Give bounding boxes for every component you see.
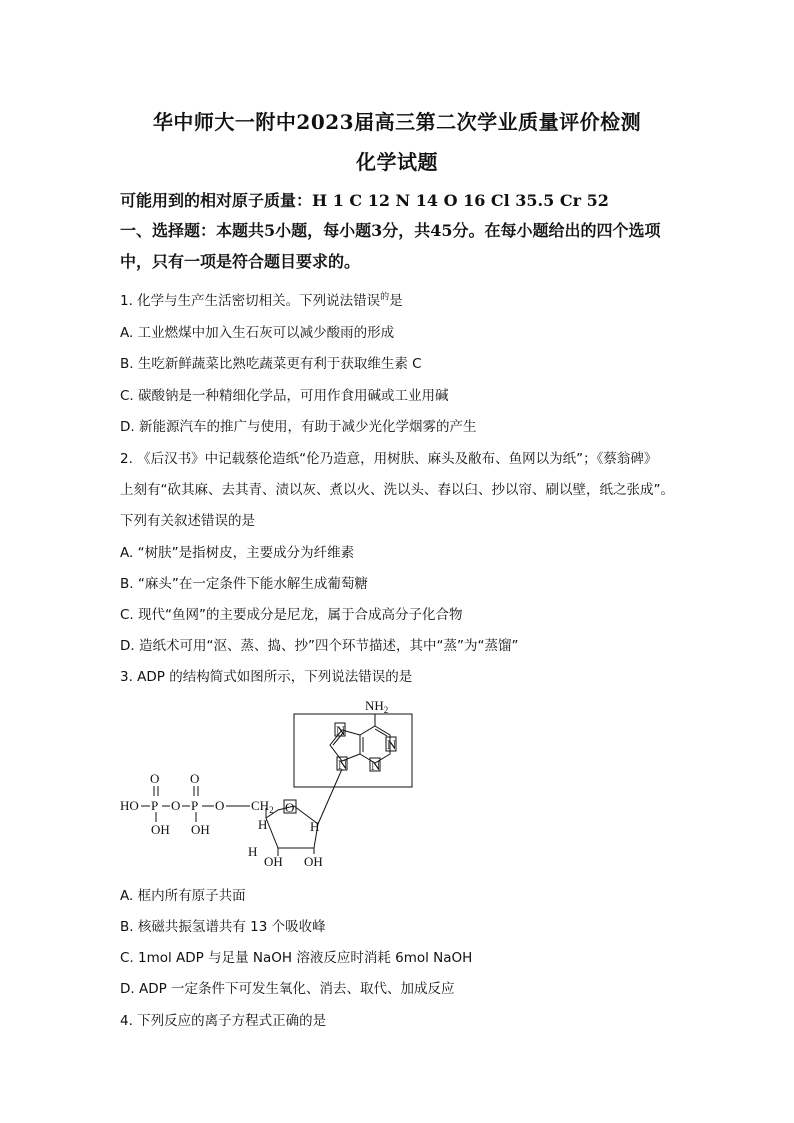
label-nh2: $NH_2$ [365,698,389,715]
adp-structure-diagram [118,698,418,876]
bond-n-ribose [318,769,342,824]
question-4-stem: 4. 下列反应的离子方程式正确的是 [120,1013,327,1029]
question-2-option-d: D. 造纸术可用“沤、蒸、捣、抄”四个环节描述，其中“蒸”为“蒸馏” [120,638,519,654]
label-o-p1: O [150,771,160,786]
label-o-p2: O [190,771,200,786]
question-3-option-b: B. 核磁共振氢谱共有 13 个吸收峰 [120,919,326,935]
section-heading-line1: 一、选择题：本题共5小题，每小题3分，共45分。在每小题给出的四个选项 [120,221,661,240]
label-oh-p2: OH [191,822,210,837]
question-2-stem-line1: 2. 《后汉书》中记载蔡伦造纸“伦乃造意，用树肤、麻头及敝布、鱼网以为纸”；《蔡翁碑》 [120,451,658,467]
label-o-bridge: O [171,798,181,813]
question-3-option-c: C. 1mol ADP 与足量 NaOH 溶液反应时消耗 6mol NaOH [120,950,473,966]
label-n-1: N [387,737,397,752]
question-2-stem-line3: 下列有关叙述错误的是 [120,513,255,529]
question-1-stem-b: 是 [389,293,403,309]
question-2-option-a: A. “树肤”是指树皮，主要成分为纤维素 [120,545,355,561]
label-p-1: P [151,798,159,813]
subject-title: 化学试题 [356,150,438,174]
question-1-stem-sup: 的 [380,292,390,303]
label-h-2: H [310,819,320,834]
label-o-ester: O [215,798,225,813]
question-1-stem [120,289,680,309]
label-n-4: N [338,757,348,772]
atomic-masses: 可能用到的相对原子质量：H 1 C 12 N 14 O 16 Cl 35.5 Cr 52 [120,191,609,210]
label-oh-ribose-2: OH [304,854,323,869]
question-3-stem: 3. ADP 的结构简式如图所示，下列说法错误的是 [120,669,413,685]
question-1-stem-a: 1. 化学与生产生活密切相关。下列说法错误 [120,293,381,309]
question-2-option-b: B. “麻头”在一定条件下能水解生成葡萄糖 [120,576,368,592]
question-1-option-a: A. 工业燃煤中加入生石灰可以减少酸雨的形成 [120,325,395,341]
question-3-option-a: A. 框内所有原子共面 [120,888,246,904]
section-heading-line2: 中，只有一项是符合题目要求的。 [120,252,361,271]
label-oh-ribose-1: OH [264,854,283,869]
label-ring-oxygen: O [285,800,295,815]
label-n-3: N [336,723,346,738]
question-1-option-d: D. 新能源汽车的推广与使用，有助于减少光化学烟雾的产生 [120,419,477,435]
label-p-2: P [191,798,199,813]
label-h-1: H [258,817,268,832]
label-ho-phosphate: HO [120,798,139,813]
question-1-option-b: B. 生吃新鲜蔬菜比熟吃蔬菜更有利于获取维生素 C [120,356,422,372]
label-h-3: H [248,844,258,859]
question-2-option-c: C. 现代“鱼网”的主要成分是尼龙，属于合成高分子化合物 [120,607,463,623]
label-oh-p1: OH [151,822,170,837]
question-1-option-c: C. 碳酸钠是一种精细化学品，可用作食用碱或工业用碱 [120,388,449,404]
exam-title: 华中师大一附中2023届高三第二次学业质量评价检测 [152,110,642,134]
question-2-stem-line2: 上刻有“砍其麻、去其青、渍以灰、煮以火、洗以头、舂以臼、抄以帘、刷以壁，纸之张成”。 [120,482,674,498]
question-3-option-d: D. ADP 一定条件下可发生氧化、消去、取代、加成反应 [120,981,455,997]
label-ch2: $CH_2$ [251,798,274,815]
label-n-2: N [371,758,381,773]
